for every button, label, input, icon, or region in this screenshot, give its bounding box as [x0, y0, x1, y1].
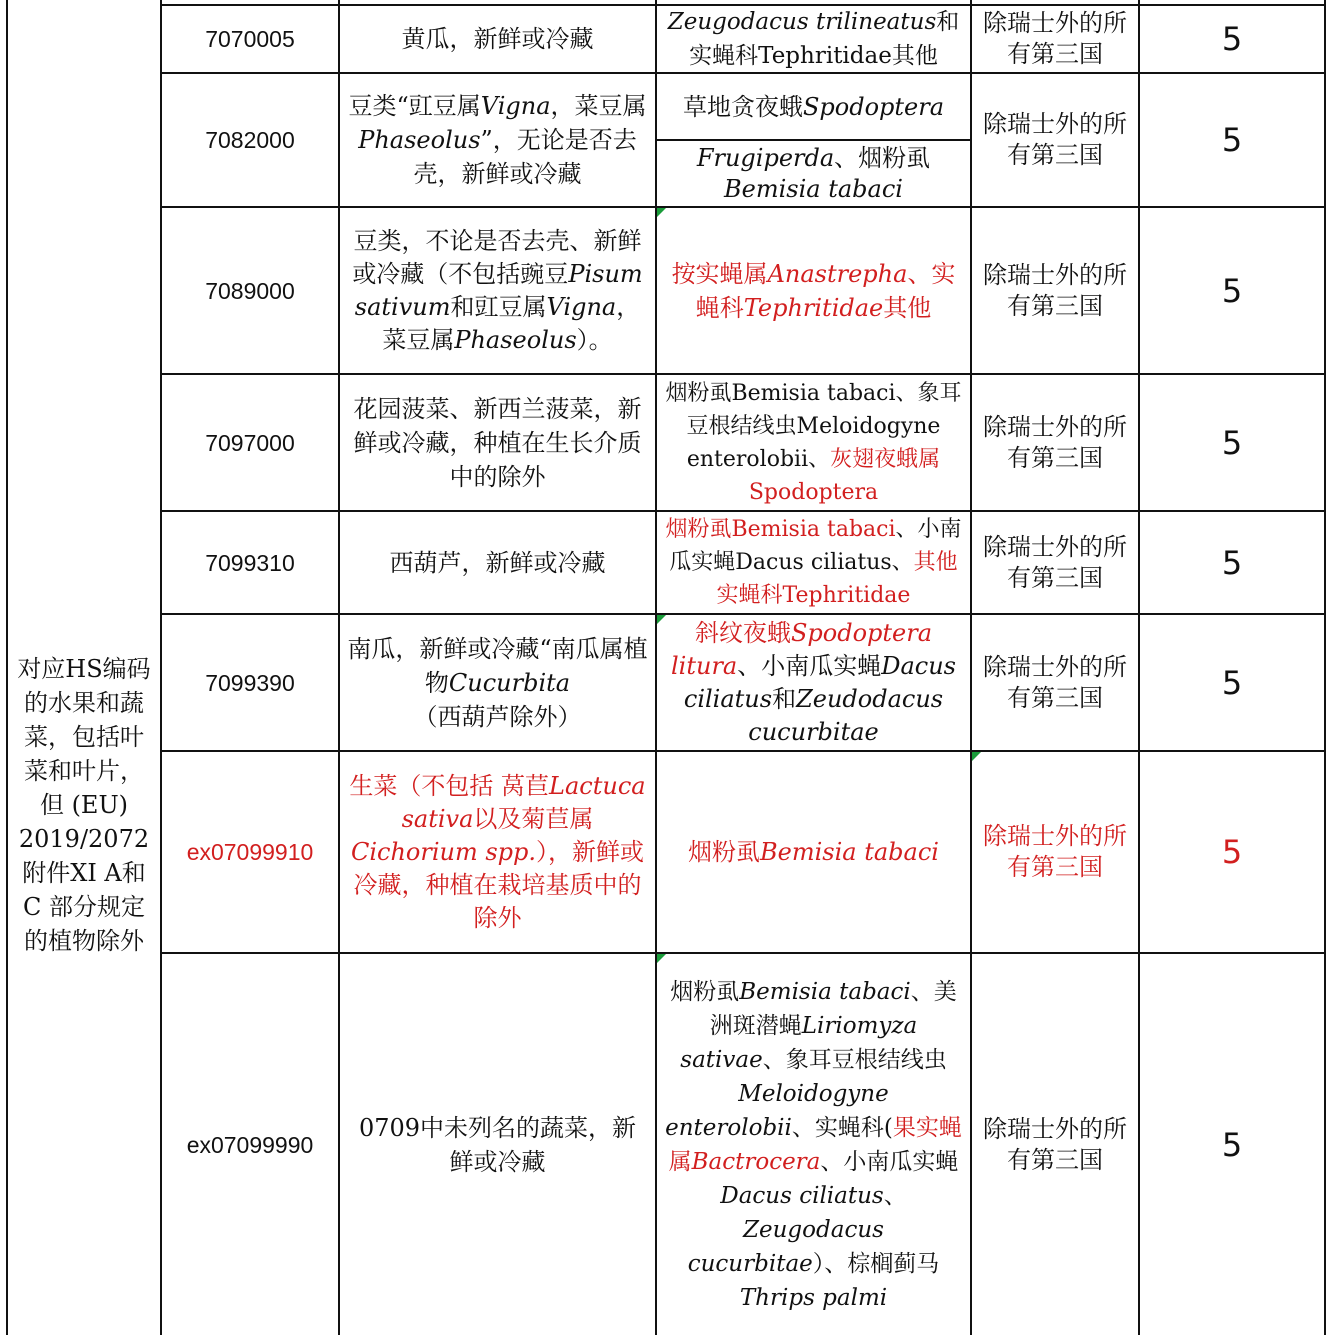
product-text: 西葫芦，新鲜或冷藏: [389, 548, 606, 577]
pest-name: Dacus ciliatus: [720, 1182, 884, 1209]
pest-name: Liriomyza sativae: [680, 1012, 918, 1073]
origin-cell: [972, 375, 1138, 510]
pest-cell: [657, 208, 970, 373]
pest-name: 灰翅夜蛾属Spodoptera: [748, 446, 941, 505]
pest-name: 其他: [883, 293, 932, 322]
pest-name: Zeugodacus cucurbitae: [687, 1216, 884, 1277]
pest-name: 、小南瓜实蝇: [737, 651, 882, 680]
origin-text: 除瑞士外的所有第三国: [983, 9, 1127, 68]
product-text: 以及菊苣属: [473, 804, 594, 833]
pest-name: 、象耳豆根结线虫: [762, 1046, 947, 1073]
pest-cell: [657, 752, 970, 952]
product-text: ）。: [576, 325, 613, 354]
pest-cell: [657, 615, 970, 750]
product-text: ），新鲜或冷藏，种植在栽培基质中的除外: [353, 837, 645, 932]
pest-name: Spodoptera litura: [671, 618, 933, 680]
product-text: Cucurbita: [448, 668, 571, 697]
product-text: 生菜（不包括 莴苣: [349, 771, 550, 800]
hs-code: ex07099910: [186, 839, 314, 865]
category-cell: [10, 650, 158, 960]
frequency-value: 5: [1221, 833, 1243, 871]
frequency-value: 5: [1221, 20, 1243, 58]
pest-name: 其他实蝇科Tephritidae: [716, 550, 958, 608]
pest-name: Bemisia tabaci: [760, 838, 939, 866]
pest-name: Meloidogyne enterolobii: [665, 1080, 889, 1141]
product-text: ”，无论是否去壳，新鲜或冷藏: [413, 126, 637, 188]
hs-code-cell: [162, 512, 338, 613]
frequency-cell: [1140, 615, 1324, 750]
origin-text: 除瑞士外的所有第三国: [983, 1114, 1127, 1174]
pest-name: 、实蝇科(: [791, 1114, 893, 1141]
pest-name: Bemisia tabaci: [739, 978, 911, 1005]
grid-line: [1324, 0, 1326, 1335]
hs-code: 7099310: [205, 549, 295, 576]
origin-text: 除瑞士外的所有第三国: [983, 532, 1127, 592]
origin-cell: [972, 752, 1138, 952]
product-text: 豆类，不论是否去壳、新鲜或冷藏（不包括豌豆: [352, 226, 642, 288]
product-cell: [340, 375, 655, 510]
pest-name: Frugiperda: [696, 143, 835, 172]
product-cell: [340, 208, 655, 373]
pest-name: Thrips palmi: [739, 1284, 888, 1311]
pest-name: ）、棕榈蓟马: [812, 1250, 940, 1277]
origin-text: 除瑞士外的所有第三国: [983, 110, 1127, 169]
product-text: 0709中未列名的蔬菜，新鲜或冷藏: [358, 1113, 637, 1176]
product-cell: [340, 954, 655, 1335]
frequency-value: 5: [1221, 543, 1243, 582]
hs-code-cell: [162, 208, 338, 373]
hs-code-cell: [162, 375, 338, 510]
hs-code: 7070005: [205, 26, 295, 52]
frequency-value: 5: [1221, 423, 1243, 462]
hs-code: 7082000: [205, 127, 295, 153]
frequency-cell: [1140, 512, 1324, 613]
pest-name: 、: [883, 1182, 907, 1209]
pest-cell: [657, 375, 970, 510]
pest-name: 、烟粉虱: [834, 143, 931, 172]
product-text: 花园菠菜、新西兰菠菜，新鲜或冷藏，种植在生长介质中的除外: [353, 394, 642, 491]
pest-name: 、小南瓜实蝇: [820, 1148, 959, 1175]
origin-cell: [972, 615, 1138, 750]
product-cell: [340, 6, 655, 72]
frequency-value: 5: [1221, 121, 1243, 159]
pest-cell: [657, 512, 970, 613]
pest-name: Spodoptera: [802, 92, 945, 121]
frequency-cell: [1140, 954, 1324, 1335]
grid-line: [6, 0, 8, 1335]
product-text: Vigna: [546, 292, 617, 321]
frequency-value: 5: [1221, 271, 1243, 310]
pest-cell: [657, 141, 970, 206]
product-text: Phaseolus: [358, 126, 481, 154]
hs-code-cell: [162, 752, 338, 952]
product-cell: [340, 615, 655, 750]
pest-name: 烟粉虱: [688, 838, 761, 866]
hs-code-cell: [162, 6, 338, 72]
pest-name: 果实蝇属: [668, 1114, 962, 1175]
product-text: 黄瓜，新鲜或冷藏: [401, 25, 594, 53]
pest-name: 按实蝇属: [671, 259, 768, 288]
hs-code-cell: [162, 615, 338, 750]
origin-cell: [972, 512, 1138, 613]
frequency-cell: [1140, 6, 1324, 72]
frequency-value: 5: [1221, 663, 1243, 702]
pest-cell: [657, 6, 970, 72]
product-cell: [340, 512, 655, 613]
pest-name: 、小南瓜实蝇Dacus ciliatus、: [669, 517, 962, 575]
product-text: Cichorium spp.: [350, 837, 537, 866]
hs-code: 7099390: [205, 669, 295, 696]
pest-name: 烟粉虱: [670, 978, 740, 1005]
pest-name: Zeugodacus trilineatus: [667, 9, 937, 35]
product-text: Vigna: [480, 92, 551, 120]
product-text: 豆类“豇豆属: [348, 92, 481, 120]
hs-code: 7089000: [205, 277, 295, 304]
pest-name: Anastrepha: [767, 259, 908, 288]
origin-cell: [972, 208, 1138, 373]
pest-name: 斜纹夜蛾: [694, 618, 791, 647]
hs-code-cell: [162, 74, 338, 206]
origin-cell: [972, 74, 1138, 206]
origin-text: 除瑞士外的所有第三国: [983, 412, 1127, 472]
category-text: 对应HS编码的水果和蔬菜，包括叶菜和叶片，但 (EU) 2019/2072 附件XI A和 C 部分规定的植物除外: [17, 655, 151, 955]
hs-code: 7097000: [205, 429, 295, 456]
pest-name: 、美洲斑潜蝇: [709, 978, 957, 1039]
pest-name: Bemisia tabaci: [724, 174, 903, 203]
pest-name: Dacus ciliatus: [683, 651, 956, 713]
origin-text: 除瑞士外的所有第三国: [983, 822, 1127, 881]
frequency-cell: [1140, 375, 1324, 510]
pest-name: 烟粉虱Bemisia tabaci: [665, 517, 896, 542]
product-text: 和豇豆属: [450, 292, 547, 321]
origin-text: 除瑞士外的所有第三国: [983, 652, 1127, 712]
product-cell: [340, 752, 655, 952]
hs-code-cell: [162, 954, 338, 1335]
pest-cell: [657, 74, 970, 139]
product-text: Lactuca sativa: [401, 771, 646, 833]
product-text: Pisum sativum: [354, 259, 643, 321]
pest-name: 草地贪夜蛾: [682, 92, 803, 121]
pest-name: 和: [772, 684, 797, 713]
pest-name: 烟粉虱Bemisia tabaci、象耳豆根结线虫Meloidogyne enterolobii、: [665, 380, 962, 472]
origin-text: 除瑞士外的所有第三国: [983, 260, 1127, 320]
product-text: ，菜豆属: [550, 92, 647, 120]
frequency-cell: [1140, 74, 1324, 206]
frequency-cell: [1140, 208, 1324, 373]
pest-name: Bactrocera: [691, 1148, 821, 1175]
pest-name: 和实蝇科Tephritidae其他: [689, 9, 960, 69]
product-text: （西葫芦除外）: [413, 702, 582, 731]
product-cell: [340, 74, 655, 206]
frequency-cell: [1140, 752, 1324, 952]
product-text: Phaseolus: [454, 325, 577, 354]
origin-cell: [972, 6, 1138, 72]
origin-cell: [972, 954, 1138, 1335]
pest-name: Zeudodacus cucurbitae: [748, 684, 944, 746]
pest-cell: [657, 954, 970, 1335]
frequency-value: 5: [1221, 1125, 1243, 1164]
hs-code: ex07099990: [186, 1131, 314, 1158]
pest-name: Tephritidae: [743, 293, 884, 322]
product-text: ，菜豆属: [382, 292, 641, 354]
pest-name: 、实蝇科: [695, 259, 956, 322]
product-text: 南瓜，新鲜或冷藏“南瓜属植物: [347, 634, 648, 697]
